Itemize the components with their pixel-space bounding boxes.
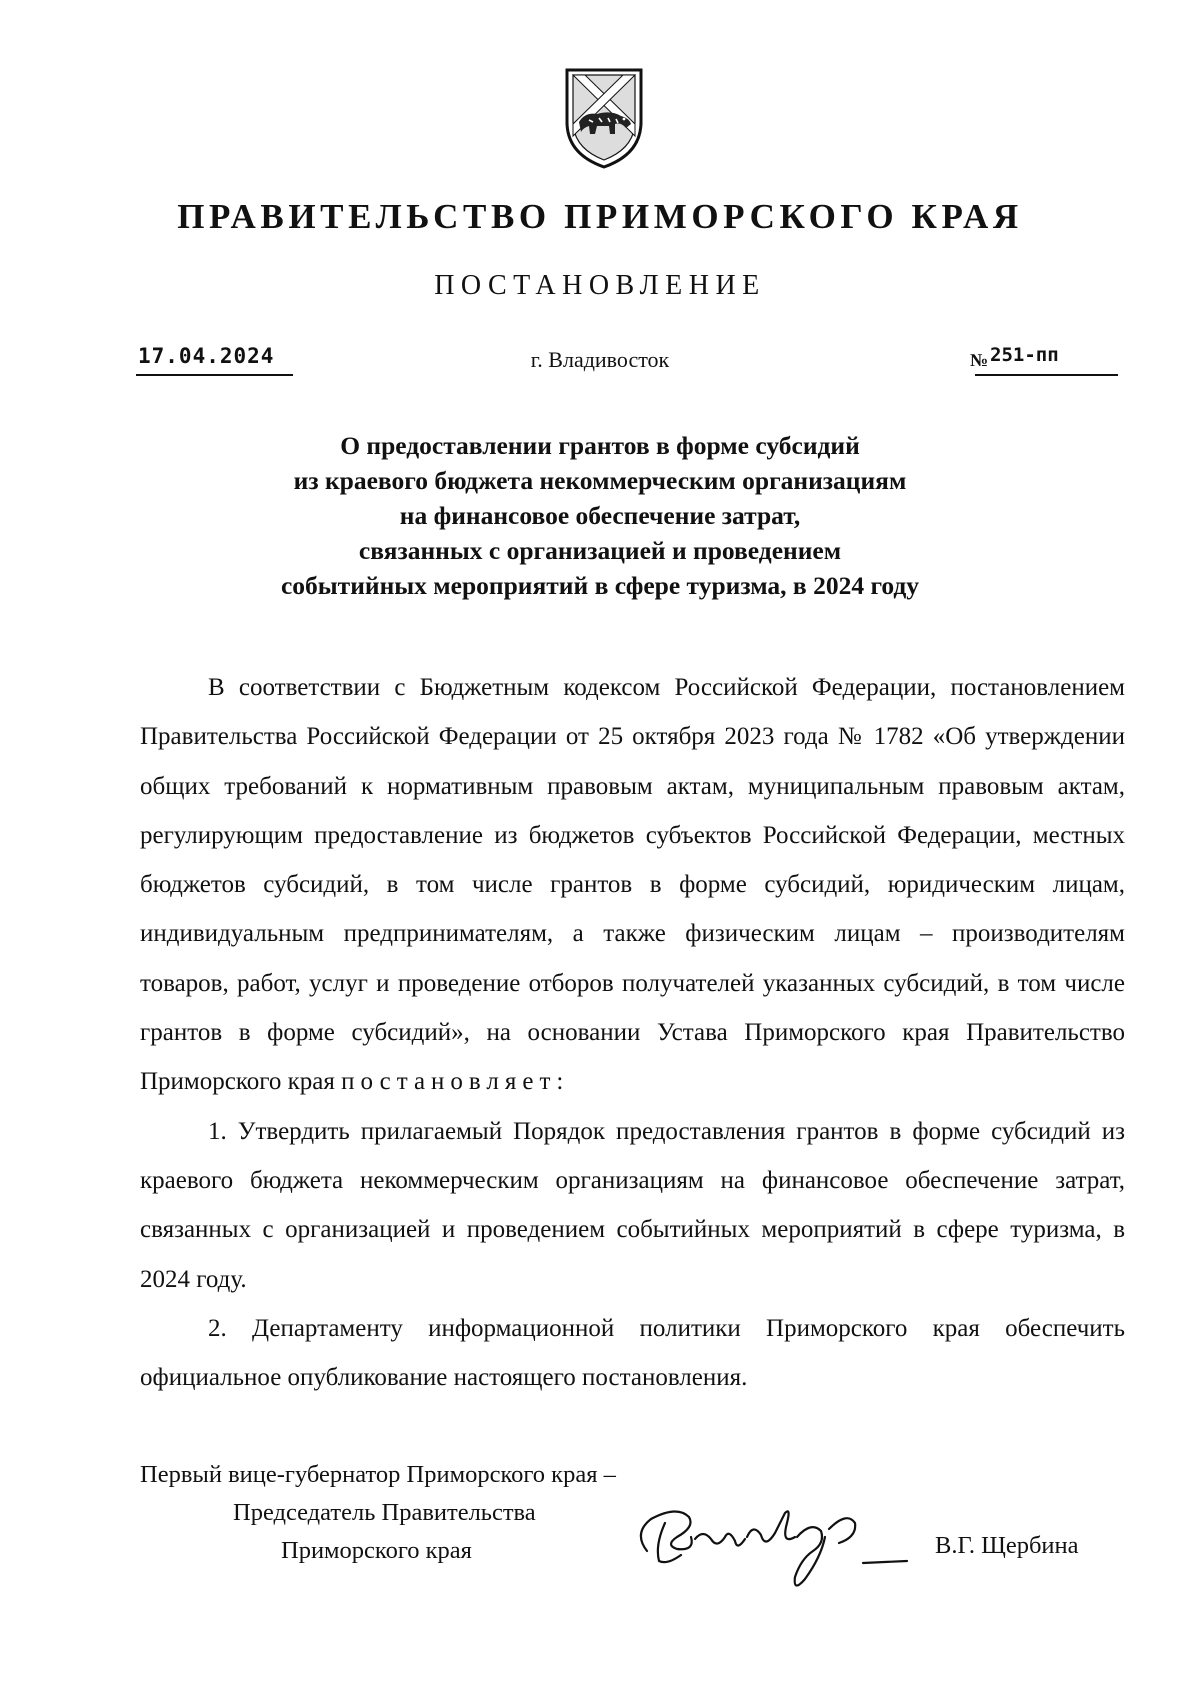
document-body [140, 663, 1125, 1402]
document-date: 17.04.2024 [138, 344, 275, 368]
handwritten-signature [625, 1493, 915, 1611]
position-line: Приморского края [281, 1537, 472, 1564]
subject-line: из краевого бюджета некоммерческим организациям [293, 466, 907, 495]
coat-of-arms-icon [563, 62, 645, 170]
preamble-paragraph [140, 663, 1125, 1107]
signatory-position [140, 1456, 616, 1570]
document-city: г. Владивосток [530, 347, 670, 372]
subject-line: О предоставлении грантов в форме субсидий [340, 431, 860, 460]
document-number: 251-пп [990, 344, 1059, 366]
resolves-colon: : [556, 1068, 564, 1096]
government-title: ПРАВИТЕЛЬСТВО ПРИМОРСКОГО КРАЯ [177, 197, 1023, 236]
document-type: ПОСТАНОВЛЕНИЕ [434, 270, 766, 301]
resolution-item-1: 1. Утвердить прилагаемый Порядок предоставления грантов в форме субсидий из краевого бюджета некоммерческим организациям на финансовое обеспечение затрат, связанных с организацией и проведением событийных мероприятий в сфере туризма, в 2024 году. [140, 1117, 1125, 1293]
resolution-item-2: 2. Департаменту информационной политики Приморского края обеспечить официальное опубликование настоящего постановления. [140, 1314, 1125, 1392]
subject-line: связанных с организацией и проведением [358, 536, 842, 565]
signatory-name: В.Г. Щербина [935, 1532, 1079, 1559]
preamble-text: В соответствии с Бюджетным кодексом Российской Федерации, постановлением Правительства Российской Федерации от 25 октября 2023 года № 1782 «Об утверждении общих требований к нормативным правовым актам, муниципальным правовым актам, регулирующим предоставление из бюджетов субъектов Российской Федерации, местных бюджетов субсидий, в том числе грантов в форме субсидий, юридическим лицам, индивидуальным предпринимателям, а также физическим лицам – производителям товаров, работ, услуг и проведение отборов получателей указанных субсидий, в том числе грантов в форме субсидий», на основании Устава Приморского края Правительство Приморского края [140, 674, 1125, 1096]
date-underline [136, 374, 293, 376]
number-underline [975, 374, 1118, 376]
subject-line: на финансовое обеспечение затрат, [399, 501, 801, 530]
position-line: Председатель Правительства [233, 1499, 536, 1526]
number-sign: № [970, 350, 989, 370]
document-subject [0, 428, 1200, 603]
subject-line: событийных мероприятий в сфере туризма, в 2024 году [280, 571, 920, 600]
resolves-word: постановляет [341, 1068, 557, 1096]
position-line: Первый вице-губернатор Приморского края – [140, 1461, 616, 1488]
